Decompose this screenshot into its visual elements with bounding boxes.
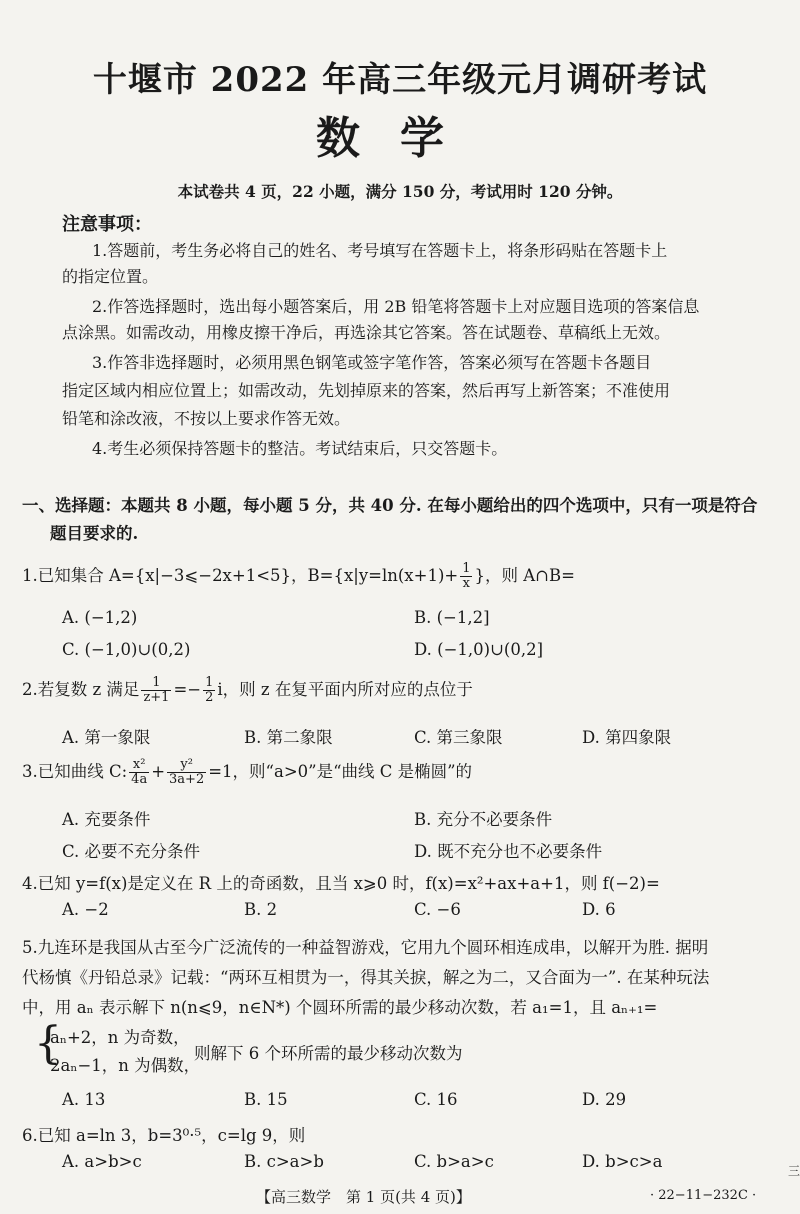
option-a: A. −2: [62, 900, 109, 919]
question-5-tail: 则解下 6 个环所需的最少移动次数为: [194, 1044, 463, 1063]
fraction-numerator: 1: [205, 675, 214, 690]
left-brace: {: [34, 1018, 62, 1069]
fraction-denominator: z+1: [143, 690, 170, 705]
notice-line: 的指定位置。: [62, 267, 159, 286]
notice-line: 铅笔和涂改液，不按以上要求作答无效。: [62, 409, 351, 428]
fraction: [203, 676, 215, 705]
option-d: D. 第四象限: [582, 728, 672, 747]
fraction: [167, 758, 206, 787]
question-2: [22, 676, 473, 705]
option-c: C. 16: [414, 1090, 458, 1109]
notice-line: 4.考生必须保持答题卡的整洁。考试结束后，只交答题卡。: [92, 439, 508, 458]
fraction: [460, 562, 472, 591]
option-b: B. c>a>b: [244, 1152, 324, 1171]
question-5-line: 代杨慎《丹铅总录》记载：“两环互相贯为一，得其关捩，解之为二，又合面为一”. 在某种玩法: [22, 968, 710, 987]
notice-line: 指定区域内相应位置上；如需改动，先划掉原来的答案，然后再写上新答案；不准使用: [62, 381, 671, 400]
section-heading-cont: 题目要求的.: [50, 524, 139, 543]
option-a: A. 充要条件: [62, 810, 151, 829]
fraction-denominator: x: [462, 576, 471, 591]
option-b: B. 充分不必要条件: [414, 810, 553, 829]
option-d: D. 既不充分也不必要条件: [414, 842, 603, 861]
notice-heading: 注意事项：: [62, 214, 152, 235]
question-5-line: 5.九连环是我国从古至今广泛流传的一种益智游戏，它用九个圆环相连成串，以解开为胜. 据明: [22, 938, 709, 957]
option-b: B. (−1,2]: [414, 608, 490, 627]
exam-title: 十堰市 2022 年高三年级元月调研考试: [92, 60, 708, 100]
fraction-denominator: 4a: [131, 772, 148, 787]
fraction-numerator: y²: [167, 758, 206, 773]
question-2-text: 2.若复数 z 满足: [22, 680, 140, 699]
question-5-line: 中，用 aₙ 表示解下 n(n⩽9，n∈N*) 个圆环所需的最少移动次数，若 a₁=1，且 aₙ₊₁=: [22, 998, 658, 1017]
fraction-denominator: 2: [205, 690, 214, 705]
option-c: C. b>a>c: [414, 1152, 494, 1171]
question-3-text: +: [151, 762, 166, 781]
question-3: [22, 758, 472, 787]
question-3-text: =1，则“a>0”是“曲线 C 是椭圆”的: [208, 762, 473, 781]
notice-line: 3.作答非选择题时，必须用黑色钢笔或签字笔作答，答案必须写在答题卡各题目: [92, 353, 652, 372]
fraction: [129, 758, 149, 787]
notice-line: 点涂黑。如需改动，用橡皮擦干净后，再选涂其它答案。答在试题卷、草稿纸上无效。: [62, 323, 671, 342]
question-6: 6.已知 a=ln 3，b=3⁰·⁵，c=lg 9，则: [22, 1126, 306, 1145]
question-1-text: }，则 A∩B=: [474, 566, 575, 585]
option-c: C. 必要不充分条件: [62, 842, 201, 861]
page-footer: 【高三数学 第 1 页(共 4 页)】: [256, 1188, 471, 1206]
option-d: D. 29: [582, 1090, 627, 1109]
fraction-numerator: x²: [129, 758, 149, 773]
option-a: A. a>b>c: [62, 1152, 142, 1171]
option-a: A. 13: [62, 1090, 106, 1109]
exam-meta: 本试卷共 4 页，22 小题，满分 150 分，考试用时 120 分钟。: [177, 182, 623, 201]
option-d: D. b>c>a: [582, 1152, 663, 1171]
notice-line: 1.答题前，考生务必将自己的姓名、考号填写在答题卡上，将条形码贴在答题卡上: [92, 241, 668, 260]
option-c: C. (−1,0)∪(0,2): [62, 640, 191, 659]
fraction-denominator: 3a+2: [169, 772, 205, 787]
page-edge-mark: 三: [788, 1164, 800, 1178]
exam-code: · 22−11−232C ·: [650, 1188, 757, 1203]
piecewise-case-2: 2aₙ−1，n 为偶数，: [50, 1056, 201, 1075]
question-1-text: 1.已知集合 A={x|−3⩽−2x+1<5}，B={x|y=ln(x+1)+: [22, 566, 459, 585]
option-a: A. (−1,2): [62, 608, 138, 627]
fraction: [141, 676, 171, 705]
question-2-text: i，则 z 在复平面内所对应的点位于: [217, 680, 473, 699]
option-b: B. 2: [244, 900, 278, 919]
option-b: B. 第二象限: [244, 728, 333, 747]
piecewise-case-1: aₙ+2，n 为奇数，: [50, 1028, 190, 1047]
option-d: D. (−1,0)∪(0,2]: [414, 640, 544, 659]
question-2-text: =−: [173, 680, 202, 699]
question-1: [22, 562, 575, 591]
question-3-text: 3.已知曲线 C:: [22, 762, 128, 781]
section-heading: 一、选择题：本题共 8 小题，每小题 5 分，共 40 分. 在每小题给出的四个选项中，只有一项是符合: [22, 496, 758, 515]
fraction-numerator: 1: [141, 676, 171, 691]
question-4: 4.已知 y=f(x)是定义在 R 上的奇函数，且当 x⩾0 时，f(x)=x²+ax+a+1，则 f(−2)=: [22, 874, 660, 893]
option-a: A. 第一象限: [62, 728, 151, 747]
option-d: D. 6: [582, 900, 616, 919]
notice-line: 2.作答选择题时，选出每小题答案后，用 2B 铅笔将答题卡上对应题目选项的答案信息: [92, 297, 700, 316]
option-c: C. 第三象限: [414, 728, 503, 747]
fraction-numerator: 1: [462, 561, 471, 576]
option-b: B. 15: [244, 1090, 288, 1109]
option-c: C. −6: [414, 900, 461, 919]
subject-title: 数学: [316, 113, 484, 164]
